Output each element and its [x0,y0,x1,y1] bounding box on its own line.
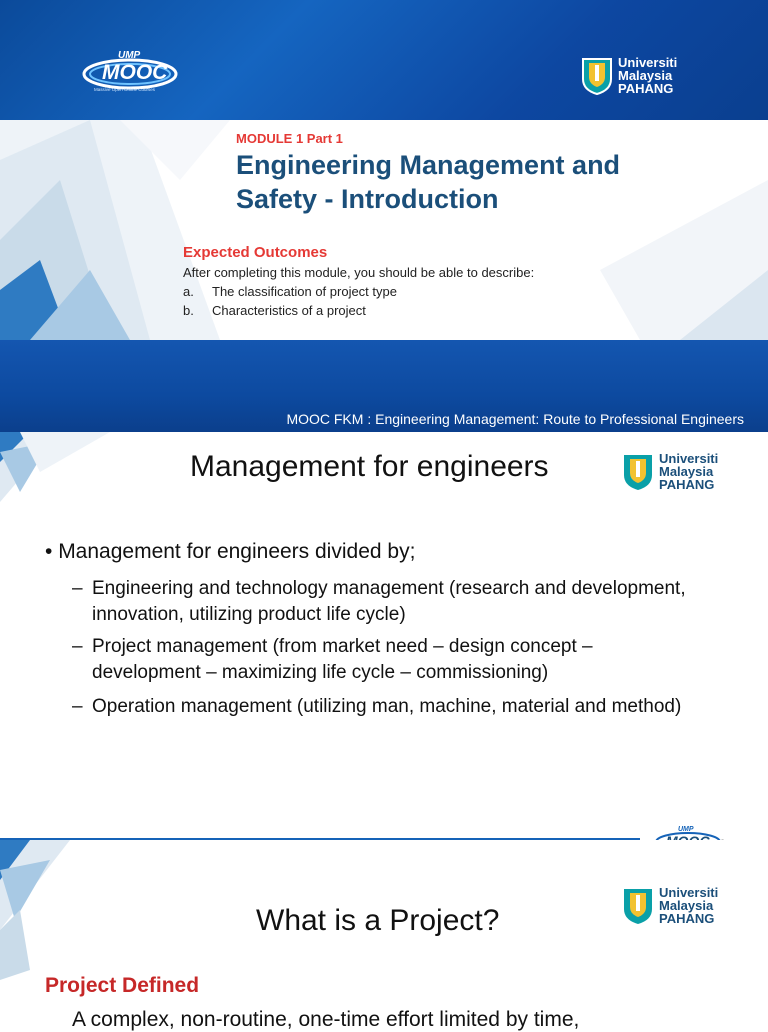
svg-text:UMP: UMP [118,50,141,61]
expected-outcomes-intro: After completing this module, you should be able to describe: [183,265,535,280]
course-footer: MOOC FKM : Engineering Management: Route to Professional Engineers [286,411,744,427]
ump-university-logo: Universiti Malaysia PAHANG [622,886,718,925]
sub-bullet: – Project management (from market need – design concept – development – maximizing life cycle – commissioning) [72,636,593,683]
svg-text:UMP: UMP [678,826,694,833]
slide-1-title: Engineering Management and Safety - Introduction [236,150,621,214]
svg-text:MOOC: MOOC [102,61,168,84]
sub-bullet: – Engineering and technology management (research and development, innovation, utilizing product life cycle) [72,578,686,625]
slide-3-title: What is a Project? [256,904,500,937]
slide-1 [0,0,768,432]
ump-shield-icon [622,453,654,491]
ump-mooc-logo [80,48,186,99]
sub-bullet: – Operation management (utilizing man, machine, material and method) [72,696,682,717]
ump-university-logo: Universiti Malaysia PAHANG [581,56,677,95]
ump-shield-icon [622,887,654,925]
ump-university-logo: Universiti Malaysia PAHANG [622,452,718,491]
slide-2-title: Management for engineers [190,450,549,483]
bullet-point: • Management for engineers divided by; [45,540,416,563]
section-heading: Project Defined [45,974,200,997]
slide-2 [0,432,768,840]
svg-text:Massive Open Online Courses: Massive Open Online Courses [94,87,156,92]
outcome-item: a. The classification of project type [183,284,397,299]
expected-outcomes-heading: Expected Outcomes [183,244,328,261]
module-label: MODULE 1 Part 1 [236,131,343,146]
definition-text: A complex, non-routine, one-time effort limited by time, [72,1008,580,1031]
outcome-item: b. Characteristics of a project [183,303,366,318]
slide-3 [0,840,768,1031]
ump-shield-icon [581,57,613,95]
